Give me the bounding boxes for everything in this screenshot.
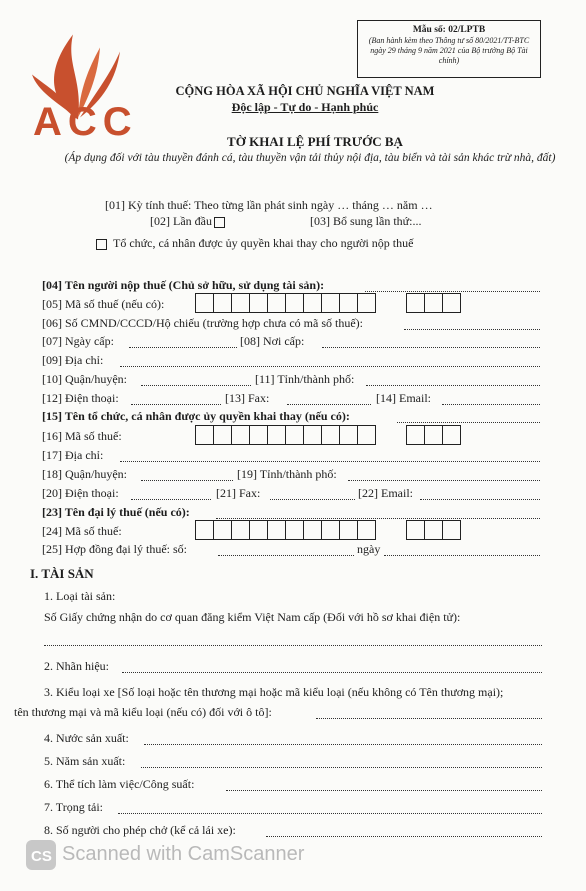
field-25-number-fill[interactable] <box>218 555 354 556</box>
supplement-label: [03] Bổ sung lần thứ:... <box>310 214 422 228</box>
national-motto: Độc lập - Tự do - Hạnh phúc <box>231 100 379 114</box>
year-fill[interactable] <box>141 767 542 768</box>
brand-label: 2. Nhãn hiệu: <box>44 659 109 673</box>
form-legal-note: (Ban hành kèm theo Thông tư số 80/2021/TT-BTC ngày 29 tháng 9 năm 2021 của Bộ trưởng Bộ Tài chính) <box>368 36 530 65</box>
form-code-box <box>357 20 541 78</box>
authorized-option: Tổ chức, cá nhân được ủy quyền khai thay cho người nộp thuế <box>96 236 413 251</box>
field-23-fill[interactable] <box>216 518 540 519</box>
tax-period-line: [01] Kỳ tính thuế: Theo từng lần phát sinh ngày … tháng … năm … <box>105 198 433 212</box>
document-subtitle: (Áp dụng đối với tàu thuyền đánh cá, tàu thuyền vận tải thủy nội địa, tàu biển và tài sản khác trừ nhà, đất) <box>64 152 556 164</box>
field-12-label: [12] Điện thoại: <box>42 391 119 405</box>
document-title: TỜ KHAI LỆ PHÍ TRƯỚC BẠ <box>227 134 403 149</box>
vehicle-model-fill[interactable] <box>316 718 542 719</box>
field-09-label: [09] Địa chỉ: <box>42 353 104 367</box>
field-20-fill[interactable] <box>131 499 211 500</box>
field-18-label: [18] Quận/huyện: <box>42 467 127 481</box>
field-25-date-label: ngày <box>357 542 381 556</box>
field-16-branch-boxes[interactable] <box>406 425 460 445</box>
camscanner-icon <box>26 840 56 870</box>
field-16-tax-code-boxes[interactable] <box>195 425 375 445</box>
field-13-fill[interactable] <box>287 404 371 405</box>
load-fill[interactable] <box>118 813 542 814</box>
field-24-branch-boxes[interactable] <box>406 520 460 540</box>
field-21-fill[interactable] <box>270 499 355 500</box>
field-10-label: [10] Quận/huyện: <box>42 372 127 386</box>
capacity-fill[interactable] <box>226 790 542 791</box>
field-25-date-fill[interactable] <box>384 555 540 556</box>
field-24-tax-code-boxes[interactable] <box>195 520 375 540</box>
section-assets-heading: I. TÀI SẢN <box>30 566 94 581</box>
brand-fill[interactable] <box>122 672 542 673</box>
field-22-label: [22] Email: <box>358 486 413 500</box>
year-label: 5. Năm sản xuất: <box>44 754 126 768</box>
first-time-checkbox[interactable] <box>214 217 225 228</box>
field-22-fill[interactable] <box>420 499 540 500</box>
first-time-label: [02] Lần đầu <box>150 214 225 229</box>
field-07-label: [07] Ngày cấp: <box>42 334 114 348</box>
field-08-label: [08] Nơi cấp: <box>240 334 305 348</box>
field-17-fill[interactable] <box>120 461 540 462</box>
field-05-tax-code-boxes[interactable] <box>195 293 375 313</box>
field-11-fill[interactable] <box>366 385 540 386</box>
field-18-fill[interactable] <box>141 480 233 481</box>
registration-cert-fill[interactable] <box>44 645 542 646</box>
field-14-fill[interactable] <box>442 404 540 405</box>
field-06-fill[interactable] <box>404 329 540 330</box>
field-10-fill[interactable] <box>141 385 251 386</box>
passengers-fill[interactable] <box>266 836 542 837</box>
country-label: 4. Nước sản xuất: <box>44 731 129 745</box>
field-04-label: [04] Tên người nộp thuế (Chủ sở hữu, sử dụng tài sản): <box>42 278 325 292</box>
svg-text:CS: CS <box>31 848 52 865</box>
vehicle-model-label-cont: tên thương mại và mã kiểu loại (nếu có) đối với ô tô]: <box>14 705 272 719</box>
field-05-branch-boxes[interactable] <box>406 293 460 313</box>
field-09-fill[interactable] <box>120 366 540 367</box>
field-05-label: [05] Mã số thuế (nếu có): <box>42 297 165 311</box>
vehicle-model-label: 3. Kiểu loại xe [Số loại hoặc tên thương mại hoặc mã kiểu loại (nếu không có Tên thương mại); <box>44 685 504 699</box>
asset-type-label: 1. Loại tài sản: <box>44 589 116 603</box>
field-07-fill[interactable] <box>129 347 237 348</box>
field-19-label: [19] Tỉnh/thành phố: <box>237 467 337 481</box>
field-13-label: [13] Fax: <box>225 391 270 405</box>
country-fill[interactable] <box>144 744 542 745</box>
form-code: Mẫu số: 02/LPTB <box>412 25 486 35</box>
field-06-label: [06] Số CMND/CCCD/Hộ chiếu (trường hợp chưa có mã số thuế): <box>42 316 363 330</box>
field-15-label: [15] Tên tổ chức, cá nhân được ủy quyền khai thay (nếu có): <box>42 409 350 423</box>
load-label: 7. Trọng tải: <box>44 800 104 814</box>
field-14-label: [14] Email: <box>376 391 431 405</box>
field-08-fill[interactable] <box>322 347 540 348</box>
logo-text: ACC <box>33 100 138 144</box>
field-17-label: [17] Địa chỉ: <box>42 448 104 462</box>
field-24-label: [24] Mã số thuế: <box>42 524 122 538</box>
national-title: CỘNG HÒA XÃ HỘI CHỦ NGHĨA VIỆT NAM <box>175 84 435 98</box>
capacity-label: 6. Thể tích làm việc/Công suất: <box>44 777 195 791</box>
field-16-label: [16] Mã số thuế: <box>42 429 122 443</box>
registration-cert-label: Số Giấy chứng nhận do cơ quan đăng kiểm Việt Nam cấp (Đối với hồ sơ khai điện tử): <box>44 610 461 624</box>
field-23-label: [23] Tên đại lý thuế (nếu có): <box>42 505 190 519</box>
field-25-label: [25] Hợp đồng đại lý thuế: số: <box>42 542 187 556</box>
field-12-fill[interactable] <box>131 404 221 405</box>
camscanner-watermark: Scanned with CamScanner <box>62 843 305 865</box>
passengers-label: 8. Số người cho phép chở (kể cả lái xe): <box>44 823 236 837</box>
field-04-fill[interactable] <box>365 291 540 292</box>
field-20-label: [20] Điện thoại: <box>42 486 119 500</box>
field-15-fill[interactable] <box>397 422 540 423</box>
field-21-label: [21] Fax: <box>216 486 261 500</box>
field-11-label: [11] Tỉnh/thành phố: <box>255 372 355 386</box>
authorized-checkbox[interactable] <box>96 239 107 250</box>
field-19-fill[interactable] <box>348 480 540 481</box>
